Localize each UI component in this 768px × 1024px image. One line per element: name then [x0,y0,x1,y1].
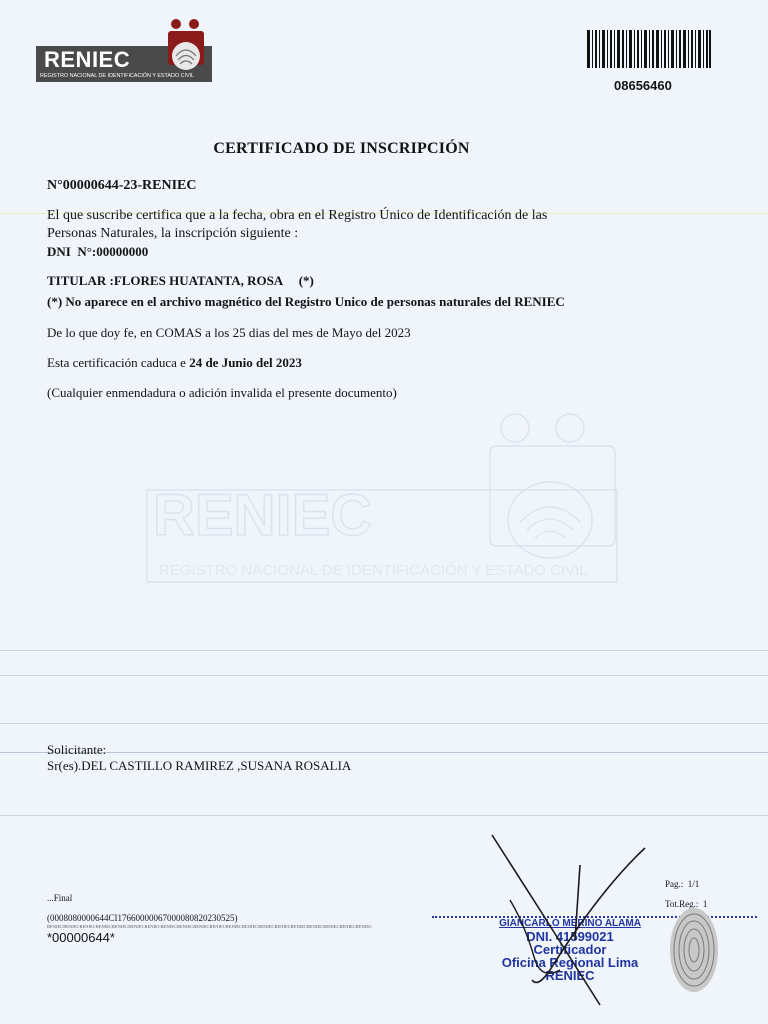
document-title: CERTIFICADO DE INSCRIPCIÓN [213,140,470,157]
scan-line [0,675,768,676]
stamp-entity: RENIEC [545,968,595,983]
intro-line-2: Personas Naturales, la inscripción siguiente : [47,226,299,241]
barcode [587,30,711,68]
scan-line [0,815,768,816]
attestation-line: De lo que doy fe, en COMAS a los 25 dias del mes de Mayo del 2023 [47,325,411,340]
document-serial: *00000644* [47,930,115,945]
watermark-word: RENIEC [153,483,373,548]
handwritten-signature [480,830,680,1020]
security-microtext: RENIECRENIECRENIECRENIECRENIECRENIECRENIECRENIECRENIECRENIECRENIECRENIECRENIECRENIECRENIECRENIECRENIECRENIECRENIECRENIEC [47,924,372,929]
stamp-name: GIANCARLO MERINO ALAMA [499,918,641,929]
watermark-subtitle: REGISTRO NACIONAL DE IDENTIFICACIÓN Y ESTADO CIVIL [159,562,588,579]
expiry-prefix: Esta certificación caduca e [47,355,190,370]
holder-note: (*) No aparece en el archivo magnético del Registro Unico de personas naturales del RENIEC [47,294,565,309]
requester-name: Sr(es).DEL CASTILLO RAMIREZ ,SUSANA ROSALIA [47,758,352,773]
disclaimer: (Cualquier enmendadura o adición invalida el presente documento) [47,385,397,400]
requester-label: Solicitante: [47,742,107,757]
page-count: Pag.: 1/1 [665,879,700,889]
logo-subtitle: REGISTRO NACIONAL DE IDENTIFICACIÓN Y ESTADO CIVIL [40,73,195,79]
certificate-number: N°00000644-23-RENIEC [47,178,197,193]
family-figures-icon [164,18,208,74]
logo-word: RENIEC [44,47,131,72]
reniec-logo [36,18,212,82]
dni-number: DNI N°:00000000 [47,244,149,259]
scan-line [0,650,768,651]
verification-code: (0008080000644CI17660000067000080820230525) [47,913,238,923]
expiry-date: 24 de Junio del 2023 [189,355,302,370]
scan-line [0,752,768,753]
stamp-dni: DNI. 41599021 [526,929,614,944]
intro-line-1: El que suscribe certifica que a la fecha, obra en el Registro Único de Identificación de las [47,208,548,223]
stamp-role: Certificador [533,942,607,957]
stamp-office: Oficina Regional Lima [501,955,639,970]
expiry-line [47,355,302,371]
barcode-number: 08656460 [614,78,672,93]
holder-name: TITULAR :FLORES HUATANTA, ROSA (*) [47,273,314,288]
thumbprint [668,905,720,995]
reniec-watermark [145,410,630,585]
total-records: Tot.Reg.: 1 [665,899,708,909]
scan-line [0,723,768,724]
final-marker: ...Final [47,893,73,903]
